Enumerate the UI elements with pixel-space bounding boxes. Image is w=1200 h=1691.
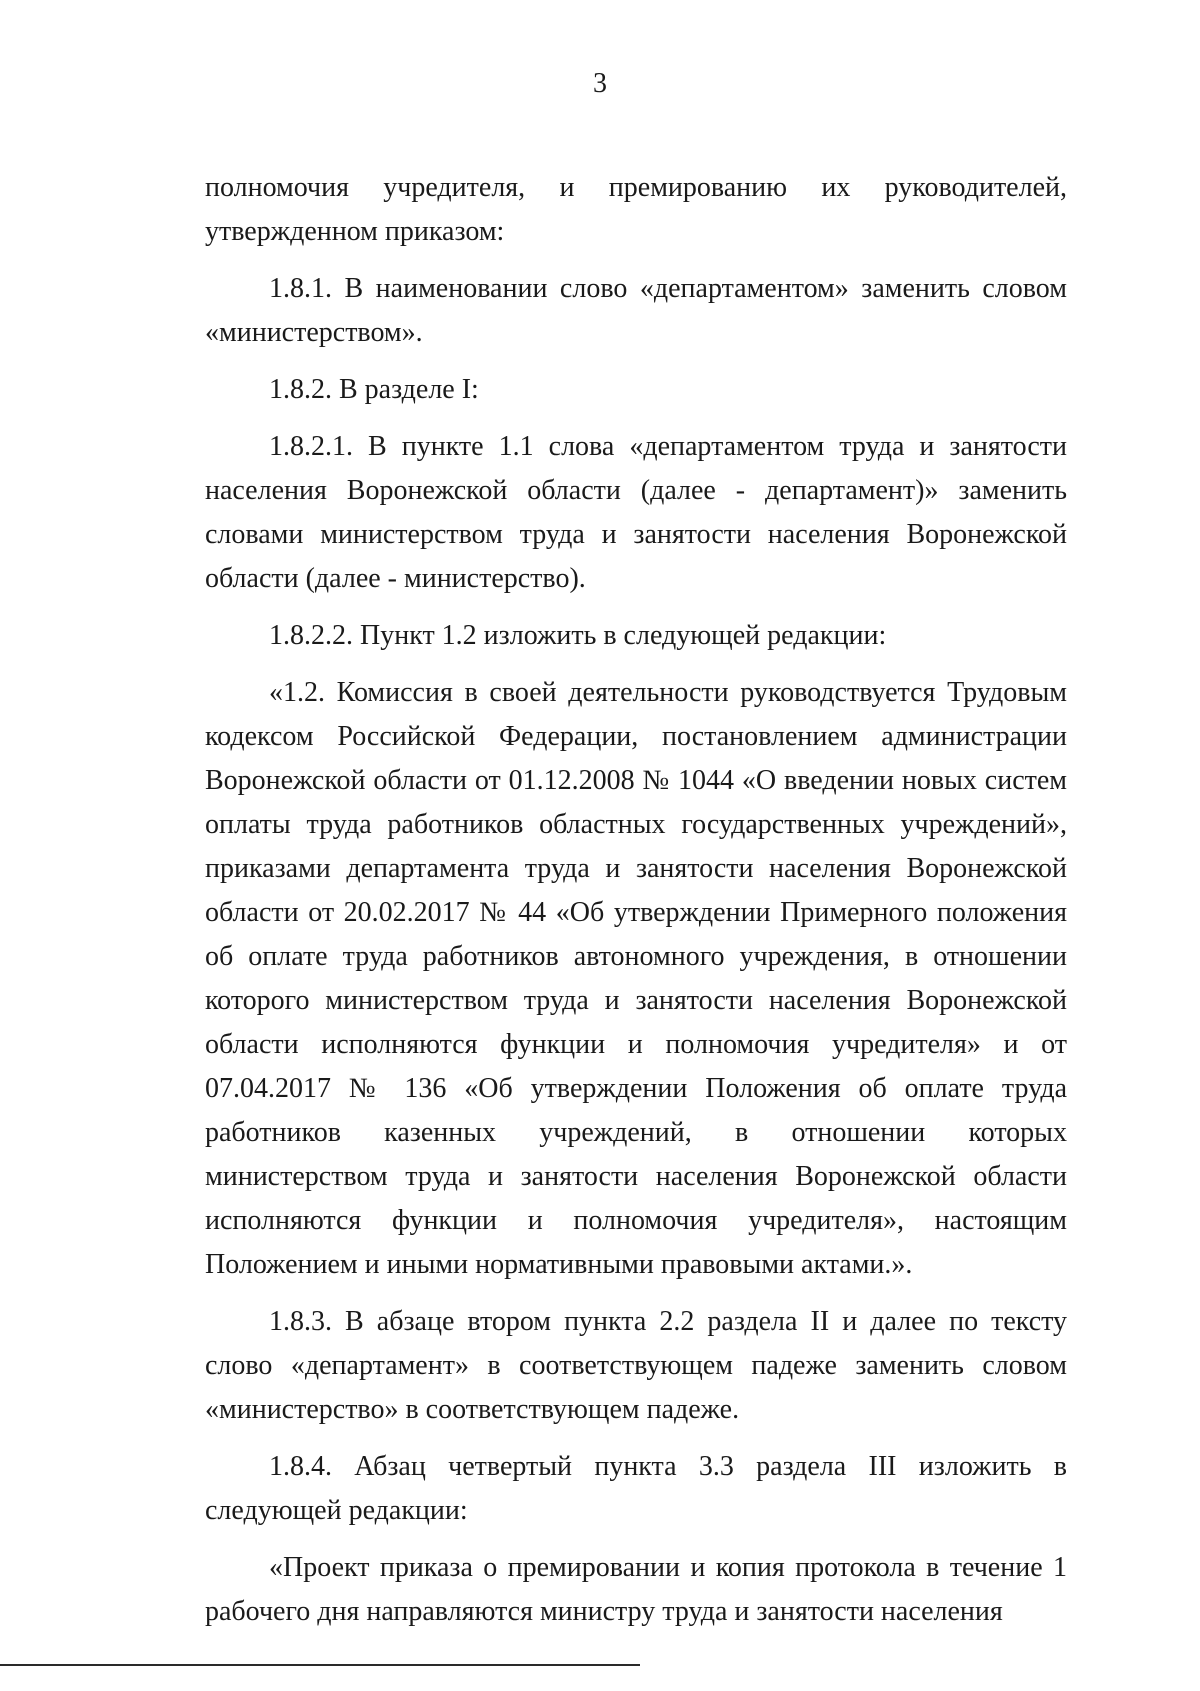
paragraph-continuation: полномочия учредителя, и премированию их руководителей, утвержденном приказом: <box>205 172 1067 247</box>
paragraph-1-8-1: 1.8.1. В наименовании слово «департаментом» заменить словом «министерством». <box>205 273 1067 348</box>
paragraph-1-8-3: 1.8.3. В абзаце втором пункта 2.2 раздела II и далее по тексту слово «департамент» в соответствующем падеже заменить словом «министерство» в соответствующем падеже. <box>205 1306 1067 1425</box>
paragraph-1-8-4: 1.8.4. Абзац четвертый пункта 3.3 раздела III изложить в следующей редакции: <box>205 1451 1067 1526</box>
bottom-rule <box>0 1664 640 1666</box>
page-number: 3 <box>593 68 607 99</box>
paragraph-1-8-2-2: 1.8.2.2. Пункт 1.2 изложить в следующей редакции: <box>269 620 887 651</box>
paragraph-1-8-2: 1.8.2. В разделе I: <box>269 374 479 405</box>
document-body <box>205 166 1067 1634</box>
paragraph-1-8-2-1: 1.8.2.1. В пункте 1.1 слова «департаментом труда и занятости населения Воронежской области (далее - департамент)» заменить словами министерством труда и занятости населения Воронежской области (далее - министерство). <box>205 431 1067 594</box>
paragraph-quoted-project: «Проект приказа о премировании и копия протокола в течение 1 рабочего дня направляются министру труда и занятости населения <box>205 1552 1067 1627</box>
paragraph-quoted-1-2: «1.2. Комиссия в своей деятельности руководствуется Трудовым кодексом Российской Федерации, постановлением администрации Воронежской области от 01.12.2008 № 1044 «О введении новых систем оплаты труда работников областных государственных учреждений», приказами департамента труда и занятости населения Воронежской области от 20.02.2017 № 44 «Об утверждении Примерного положения об оплате труда работников автономного учреждения, в отношении которого министерством труда и занятости населения Воронежской области исполняются функции и полномочия учредителя» и от 07.04.2017 № 136 «Об утверждении Положения об оплате труда работников казенных учреждений, в отношении которых министерством труда и занятости населения Воронежской области исполняются функции и полномочия учредителя», настоящим Положением и иными нормативными правовыми актами.». <box>205 677 1067 1280</box>
